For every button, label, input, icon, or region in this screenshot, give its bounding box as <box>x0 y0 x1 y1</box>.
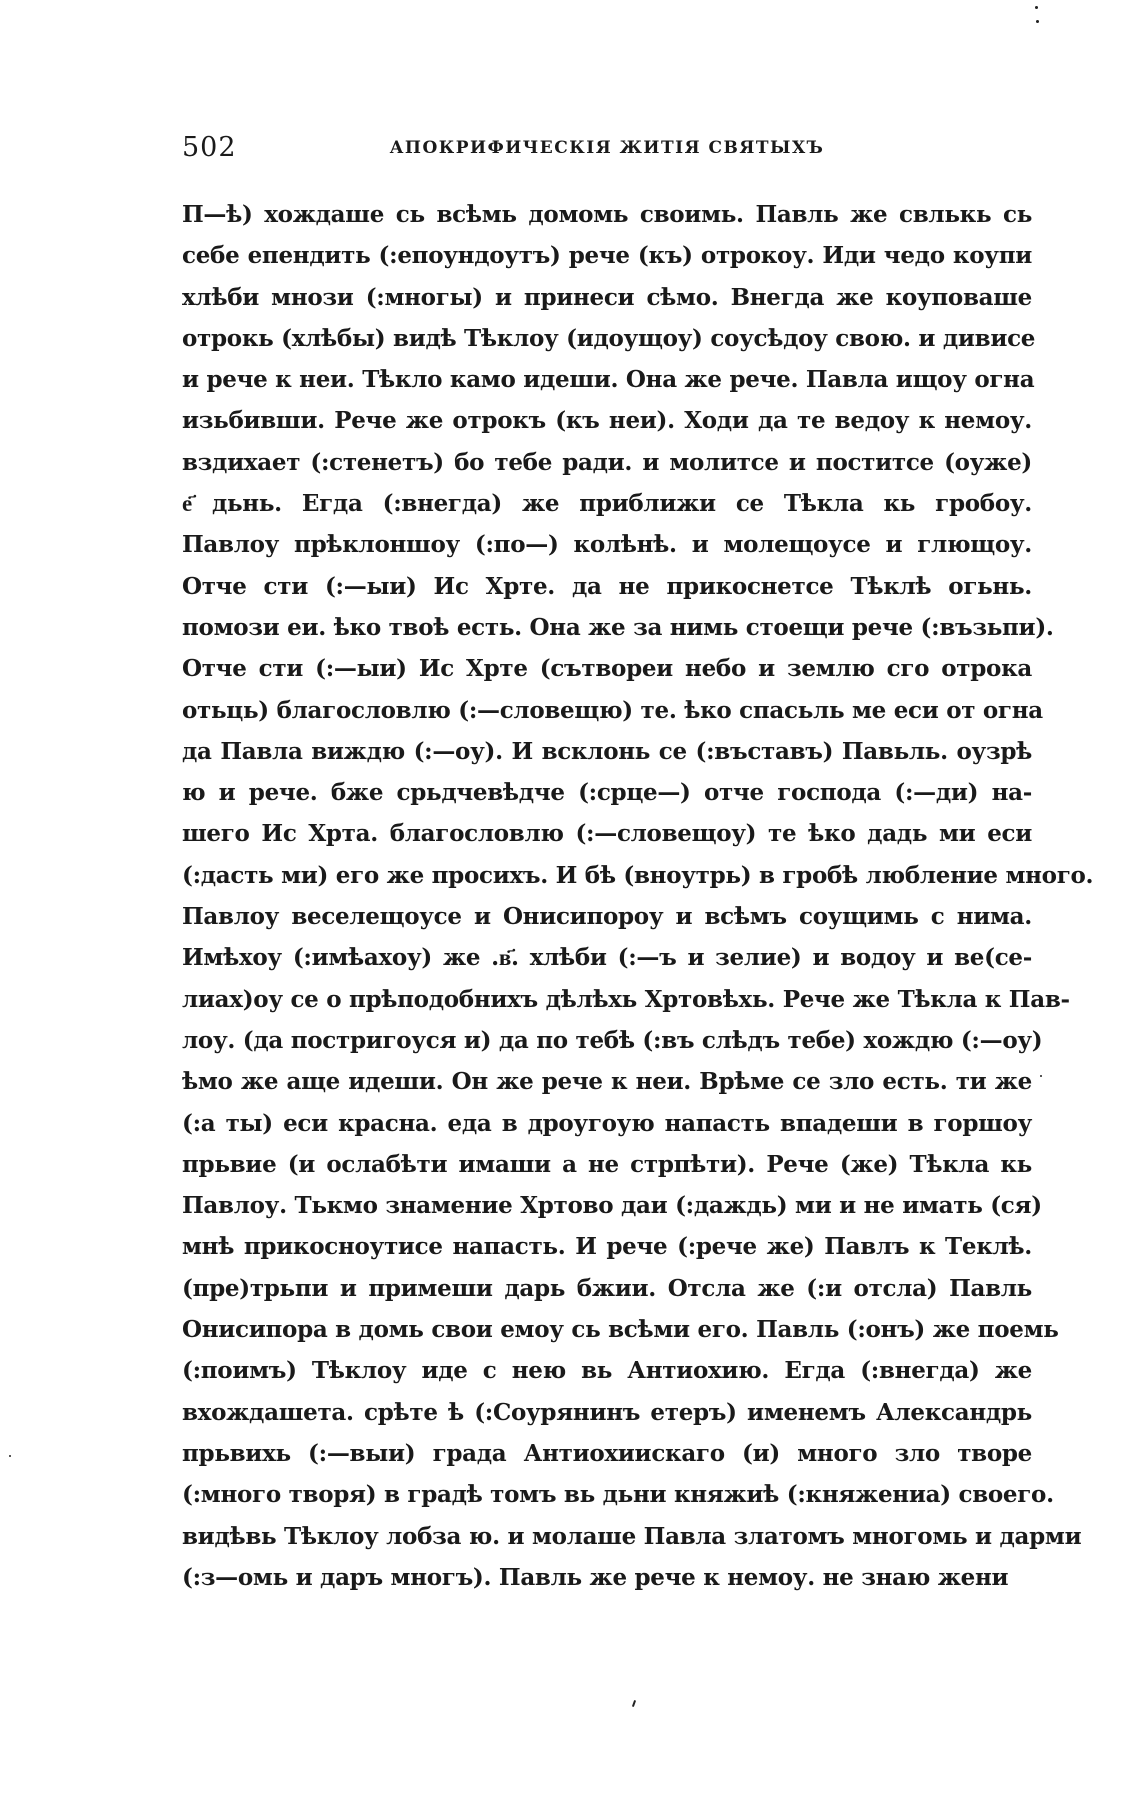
text-line: (:з—омь и даръ многъ). Павль же рече к немоу. не знаю жени <box>182 1563 1009 1591</box>
margin-dot-right <box>1040 1075 1042 1077</box>
text-line: е҃ дьнь. Егда (:внегда) же приближи се Тѣкла кь гробоу. <box>182 490 1032 518</box>
text-line: отьць) благословлю (:—словещю) те. ѣко спасьль ме еси от огна <box>182 696 1043 724</box>
text-line: Павлоу прѣклоншоу (:по—) колѣнѣ. и молещоусе и глющоу. <box>182 531 1032 559</box>
text-line: хлѣби мнози (:многы) и принеси сѣмо. Внегда же коуповаше <box>182 283 1032 311</box>
text-line: Онисипора в домь свои емоу сь всѣми его. Павль (:онъ) же поемь <box>182 1316 1059 1344</box>
text-line: Павлоу. Тькмо знамение Хртово даи (:даждь) ми и не имать (ся) <box>182 1192 1042 1220</box>
text-line: себе епендить (:епоундоутъ) рече (къ) отрокоу. Иди чедо коупи <box>182 242 1032 270</box>
page-header <box>182 132 1032 172</box>
text-line: ѣмо же аще идеши. Он же рече к неи. Врѣме се зло есть. ти же <box>182 1068 1032 1096</box>
body-text <box>182 194 1094 1598</box>
text-line: (пре)трьпи и примеши дарь бжии. Отсла же (:и отсла) Павль <box>182 1274 1032 1302</box>
text-line: вздихает (:стенетъ) бо тебе ради. и молитсе и поститсе (оуже) <box>182 448 1032 476</box>
text-line: (:много творя) в градѣ томъ вь дьни княжиѣ (:княжениа) своего. <box>182 1481 1054 1509</box>
text-line: прьвихь (:—выи) града Антиохиискаго (и) много зло творе <box>182 1439 1032 1467</box>
text-line: лоу. (да постригоуся и) да по тебѣ (:въ слѣдъ тебе) хождю (:—оу) <box>182 1026 1043 1054</box>
text-line: (:поимъ) Тѣклоу иде с нею вь Антиохию. Егда (:внегда) же <box>182 1357 1032 1385</box>
text-line: помози еи. ѣко твоѣ есть. Она же за нимь стоещи рече (:възьпи). <box>182 613 1054 641</box>
text-line: Имѣхоу (:имѣахоу) же .в҃. хлѣби (:—ъ и зелие) и водоу и ве(се- <box>182 944 1032 972</box>
margin-dot-left <box>9 1455 11 1457</box>
text-line: вхождашета. срѣте ѣ (:Соурянинъ етеръ) именемъ Александрь <box>182 1398 1032 1426</box>
text-line: мнѣ прикосноутисе напасть. И рече (:рече же) Павлъ к Теклѣ. <box>182 1233 1032 1261</box>
text-line: да Павла виждю (:—оу). И всклонь се (:въставъ) Павьль. оузрѣ <box>182 737 1032 765</box>
running-title: АПОКРИФИЧЕСКІЯ ЖИТІЯ СВЯТЫХЪ <box>389 138 825 158</box>
text-line: ю и рече. бже срьдчевѣдче (:срце—) отче господа (:—ди) на- <box>182 779 1032 807</box>
text-line: Отче сти (:—ыи) Ис Хрте (сътвореи небо и землю сго отрока <box>182 655 1032 683</box>
margin-dot-top-right-2 <box>1036 20 1039 23</box>
text-line: видѣвь Тѣклоу лобза ю. и молаше Павла златомъ многомь и дарми <box>182 1522 1082 1550</box>
text-line: отрокь (хлѣбы) видѣ Тѣклоу (идоущоу) соусѣдоу свою. и дивисе <box>182 324 1036 352</box>
margin-mark-bottom <box>632 1700 636 1707</box>
page-number: 502 <box>182 132 237 163</box>
text-line: Павлоу веселещоусе и Онисипороу и всѣмъ соущимь с нима. <box>182 903 1032 931</box>
text-line: изьбивши. Рече же отрокъ (къ неи). Ходи да те ведоу к немоу. <box>182 407 1032 435</box>
text-line: (:дасть ми) его же просихъ. И бѣ (вноутрь) в гробѣ любление много. <box>182 861 1094 889</box>
margin-dot-top-right <box>1035 6 1038 9</box>
text-line: лиах)оу се о прѣподобнихъ дѣлѣхь Хртовѣхь. Рече же Тѣкла к Пав- <box>182 985 1070 1013</box>
text-line: и рече к неи. Тѣкло камо идеши. Она же рече. Павла ищоу огна <box>182 366 1035 394</box>
text-line: Отче сти (:—ыи) Ис Хрте. да не прикоснетсе Тѣклѣ огьнь. <box>182 572 1032 600</box>
text-line: шего Ис Хрта. благословлю (:—словещоу) те ѣко дадь ми еси <box>182 820 1032 848</box>
text-line: П—ѣ) хождаше сь всѣмь домомь своимь. Павль же свлькь сь <box>182 201 1032 228</box>
text-line: (:а ты) еси красна. еда в дроугоую напасть впадеши в горшоу <box>182 1109 1032 1137</box>
text-line: прьвие (и ослабѣти имаши а не стрпѣти). Рече (же) Тѣкла кь <box>182 1150 1032 1178</box>
